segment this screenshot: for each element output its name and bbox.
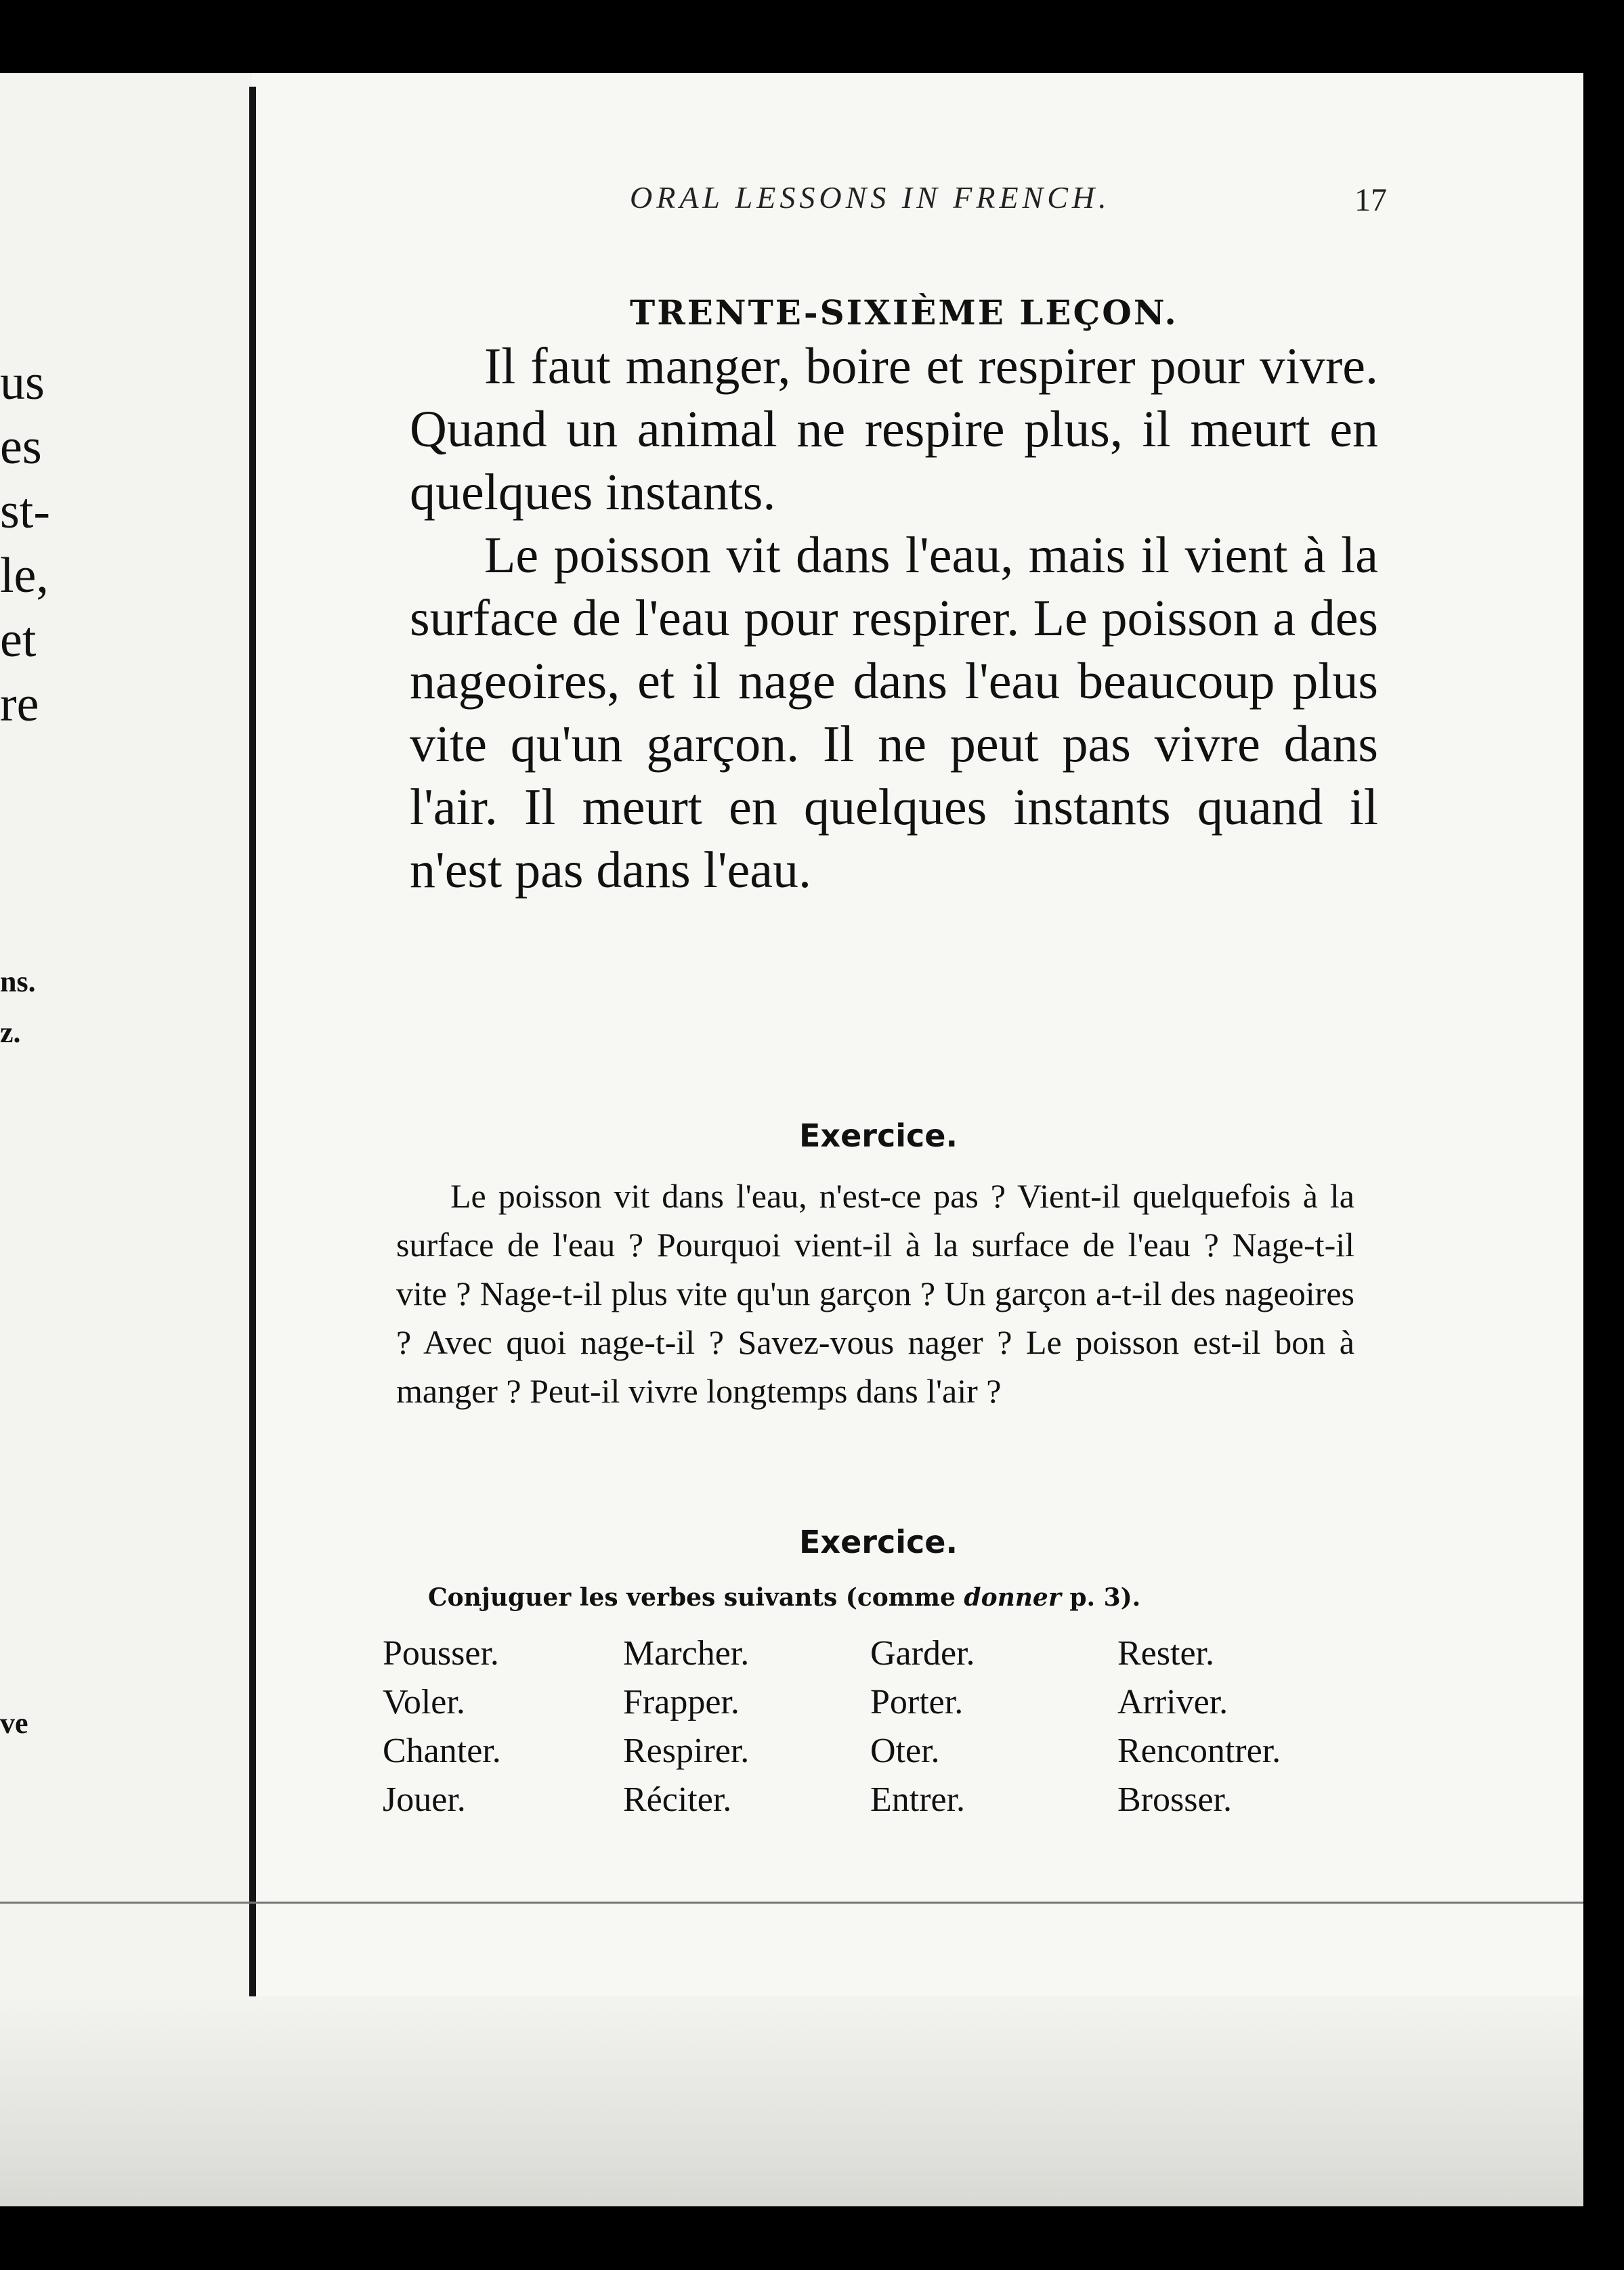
left-fragment: us: [0, 355, 45, 410]
left-fragment: et: [0, 612, 37, 668]
left-page-edge: [0, 73, 252, 2206]
verb: Jouer.: [383, 1780, 466, 1819]
left-fragment: le,: [0, 548, 49, 603]
exercise-title: Exercice.: [799, 1117, 958, 1154]
verb: Réciter.: [623, 1780, 732, 1819]
verb: Arriver.: [1117, 1683, 1228, 1721]
exercise-questions: Le poisson vit dans l'eau, n'est-ce pas ? Vient-il quelquefois à la surface de l'eau ? Pourquoi vient-il à la surface de l'eau ? Nage-t-il vite ? Nage-t-il plus vite qu'un garçon ? Un garçon a-t-il des nageoires ? Avec quoi nage-t-il ? Savez-vous nager ? Le poisson est-il bon à manger ? Peut-il vivre longtemps dans l'air ?: [396, 1177, 1354, 1410]
exercise-instruction: Conjuguer les verbes suivants (comme donner p. 3).: [428, 1583, 1141, 1612]
verb: Porter.: [870, 1683, 964, 1721]
verb: Pousser.: [383, 1634, 499, 1673]
left-fragment: ve: [0, 1707, 28, 1740]
instruction-emphasis: donner: [964, 1583, 1061, 1612]
left-fragment: z.: [0, 1016, 21, 1049]
verb: Frapper.: [623, 1683, 740, 1721]
exercise-title: Exercice.: [799, 1524, 958, 1560]
verb: Voler.: [383, 1683, 465, 1721]
page-divider: [0, 1902, 1583, 1904]
verb: Marcher.: [623, 1634, 750, 1673]
left-fragment: ns.: [0, 965, 36, 998]
paragraph: Il faut manger, boire et respirer pour vivre. Quand un animal ne respire plus, il meurt en quelques instants.: [410, 338, 1378, 521]
verb: Oter.: [870, 1732, 940, 1770]
paragraph: Le poisson vit dans l'eau, mais il vient à la surface de l'eau pour respirer. Le poisson a des nageoires, et il nage dans l'eau beaucoup plus vite qu'un garçon. Il ne peut pas vivre dans l'air. Il meurt en quelques instants quand il n'est pas dans l'eau.: [410, 527, 1378, 899]
verb: Chanter.: [383, 1732, 501, 1770]
left-fragment: st-: [0, 484, 50, 539]
verb: Respirer.: [623, 1732, 750, 1770]
verb: Rencontrer.: [1117, 1732, 1281, 1770]
book-gutter: [249, 87, 256, 2118]
page-bottom-edge: [0, 1996, 1583, 2206]
page-number: 17: [1354, 182, 1387, 218]
verb: Rester.: [1117, 1634, 1214, 1673]
running-head: ORAL LESSONS IN FRENCH.: [630, 180, 1111, 215]
lesson-body: [410, 335, 1378, 902]
verb: Garder.: [870, 1634, 975, 1673]
left-fragment: re: [0, 677, 39, 732]
verb-list: [383, 1633, 1344, 1828]
verb: Entrer.: [870, 1780, 966, 1819]
verb: Brosser.: [1117, 1780, 1232, 1819]
left-fragment: es: [0, 419, 42, 475]
lesson-title: TRENTE-SIXIÈME LEÇON.: [630, 293, 1178, 333]
